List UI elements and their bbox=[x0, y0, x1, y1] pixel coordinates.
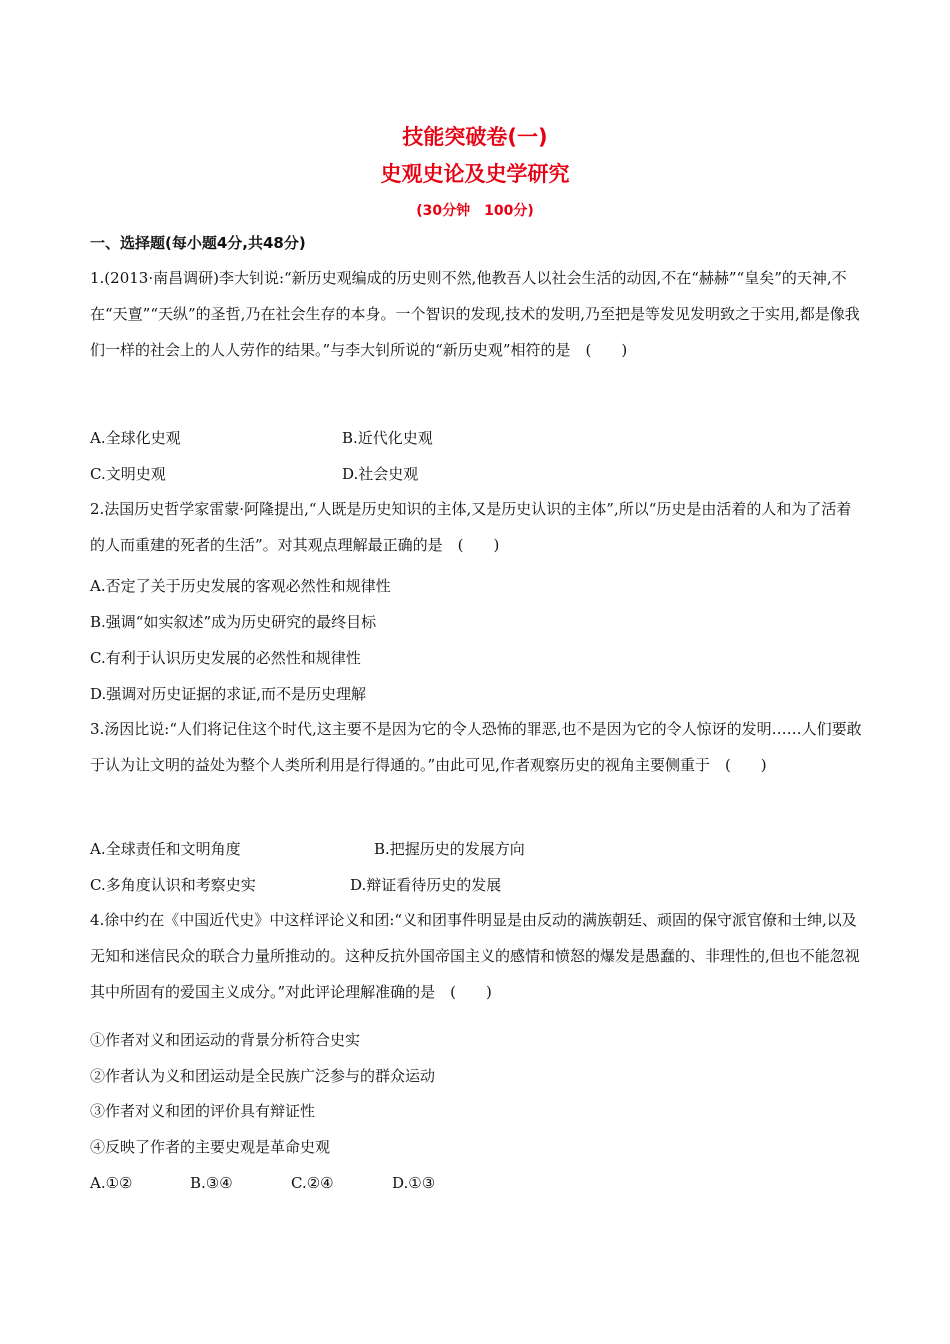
question-3-stem: 3.汤因比说:“人们将记住这个时代,这主要不是因为它的令人恐怖的罪恶,也不是因为它的令人惊讶的发明……人们要敢于认为让文明的益处为整个人类所利用是行得通的。”由此可见,作者观察历史的视角主要侧重于 ( ) bbox=[90, 720, 862, 774]
question-3-option-b: B.把握历史的发展方向 bbox=[374, 840, 525, 858]
question-3-option-d: D.辩证看待历史的发展 bbox=[350, 876, 502, 894]
question-4-stem: 4.徐中约在《中国近代史》中这样评论义和团:“义和团事件明显是由反动的满族朝廷、顽固的保守派官僚和士绅,以及无知和迷信民众的联合力量所推动的。这种反抗外国帝国主义的感情和愤怒的爆发是愚蠢的、非理性的,但也不能忽视其中所固有的爱国主义成分。”对此评论理解准确的是 ( ) bbox=[90, 911, 860, 1001]
section-heading: 一、选择题(每小题4分,共48分) bbox=[90, 234, 306, 252]
question-2-option-c: C.有利于认识历史发展的必然性和规律性 bbox=[90, 649, 361, 667]
question-4-option-a: A.①② bbox=[90, 1174, 133, 1192]
question-2-option-a: A.否定了关于历史发展的客观必然性和规律性 bbox=[90, 577, 391, 595]
question-2-option-b: B.强调“如实叙述”成为历史研究的最终目标 bbox=[90, 613, 377, 631]
question-3-option-a: A.全球责任和文明角度 bbox=[90, 840, 241, 858]
page-title: 技能突破卷(一) bbox=[402, 125, 548, 149]
question-4-statement-2: ②作者认为义和团运动是全民族广泛参与的群众运动 bbox=[90, 1067, 436, 1085]
question-2-option-d: D.强调对历史证据的求证,而不是历史理解 bbox=[90, 685, 367, 703]
question-4-statement-1: ①作者对义和团运动的背景分析符合史实 bbox=[90, 1031, 361, 1049]
question-1-stem: 1.(2013·南昌调研)李大钊说:“新历史观编成的历史则不然,他教吾人以社会生活的动因,不在“赫赫”“皇矣”的天神,不在“天亶”“天纵”的圣哲,乃在社会生存的本身。一个智识的发现,技术的发明,乃至把是等发见发明致之于实用,都是像我们一样的社会上的人人劳作的结果。”与李大钊所说的“新历史观”相符的是 ( ) bbox=[90, 269, 860, 359]
question-1-option-b: B.近代化史观 bbox=[342, 429, 433, 447]
page-subtitle: 史观史论及史学研究 bbox=[380, 162, 570, 186]
question-1-option-a: A.全球化史观 bbox=[90, 429, 181, 447]
question-3-option-c: C.多角度认识和考察史实 bbox=[90, 876, 256, 894]
question-2-stem: 2.法国历史哲学家雷蒙·阿隆提出,“人既是历史知识的主体,又是历史认识的主体”,所以“历史是由活着的人和为了活着的人而重建的死者的生活”。对其观点理解最正确的是 ( ) bbox=[90, 500, 852, 554]
question-4-option-c: C.②④ bbox=[291, 1174, 334, 1192]
question-4-option-d: D.①③ bbox=[392, 1174, 436, 1192]
question-4-option-b: B.③④ bbox=[190, 1174, 233, 1192]
question-1-option-c: C.文明史观 bbox=[90, 465, 166, 483]
time-score-note: (30分钟 100分) bbox=[416, 203, 534, 219]
question-1-option-d: D.社会史观 bbox=[342, 465, 419, 483]
question-4-statement-3: ③作者对义和团的评价具有辩证性 bbox=[90, 1102, 316, 1120]
question-4-statement-4: ④反映了作者的主要史观是革命史观 bbox=[90, 1138, 331, 1156]
